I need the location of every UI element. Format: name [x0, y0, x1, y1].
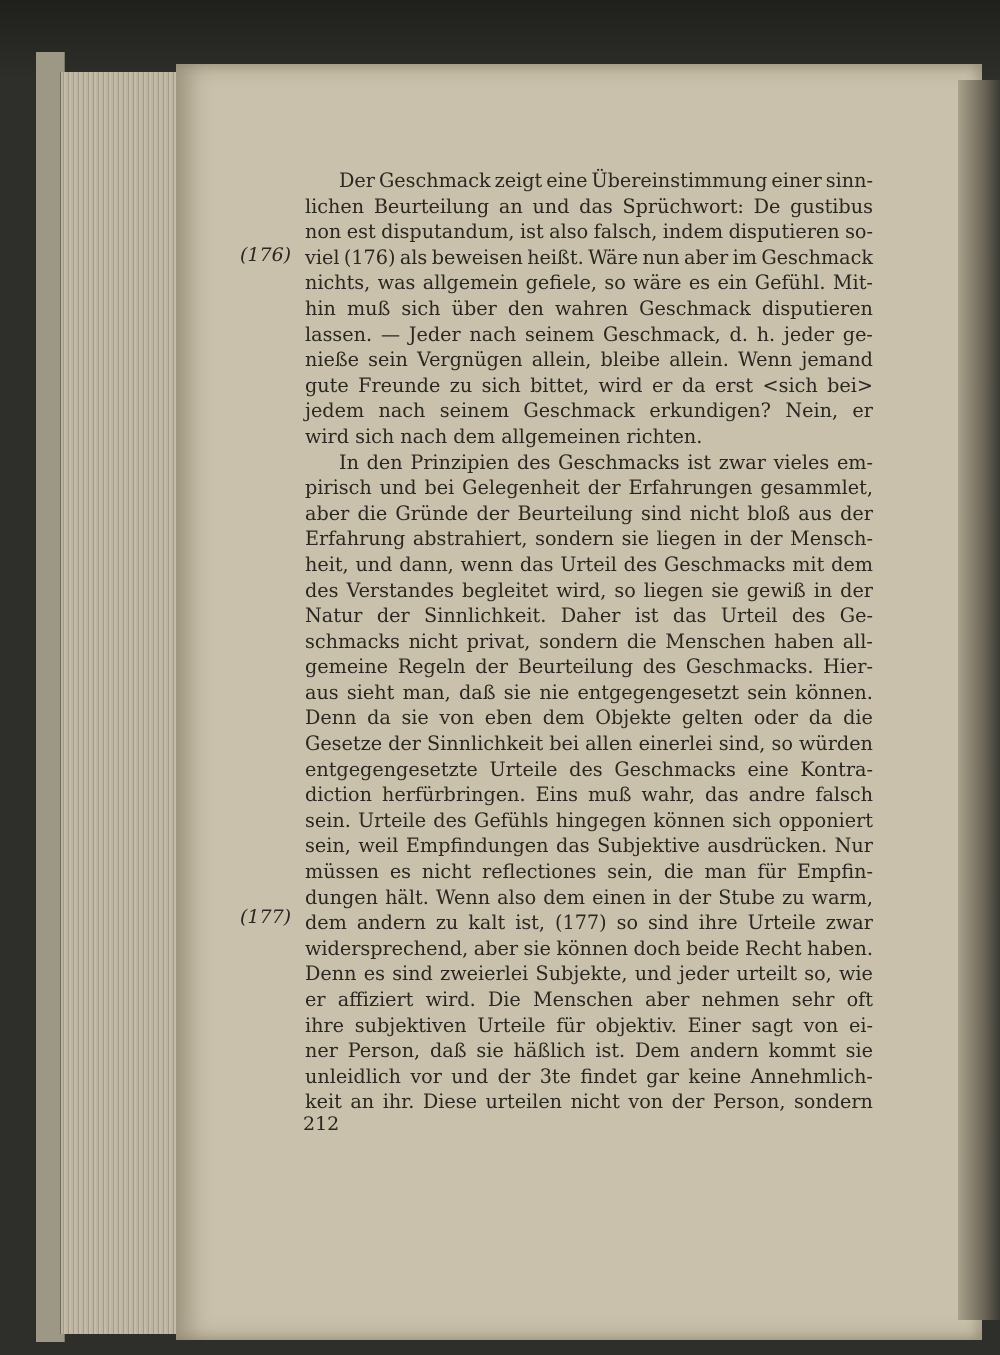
text-line: nichts, was allgemein gefiele, so wäre es ein Gefühl. Mit- — [305, 271, 873, 295]
text-line: wird sich nach dem allgemeinen richten. — [305, 424, 703, 448]
text-line: des Verstandes begleitet wird, so liegen sie gewiß in der — [305, 578, 873, 602]
text-line: aus sieht man, daß sie nie entgegengesetzt sein können. — [305, 680, 873, 704]
text-line: lichen Beurteilung an und das Sprüchwort: De gustibus — [305, 194, 873, 218]
text-line: müssen es nicht reflectiones sein, die man für Empfin- — [305, 860, 873, 884]
text-line: keit an ihr. Diese urteilen nicht von der Person, sondern — [305, 1090, 873, 1114]
page-stack-edges — [60, 72, 181, 1334]
page-number: 212 — [303, 1113, 340, 1135]
margin-note-177: (177) — [240, 906, 292, 928]
text-line: Erfahrung abstrahiert, sondern sie liegen in der Mensch- — [305, 527, 873, 551]
text-line: non est disputandum, ist also falsch, indem disputieren so- — [305, 220, 873, 244]
text-line: In den Prinzipien des Geschmacks ist zwar vieles em- — [339, 450, 873, 474]
text-line: heit, und dann, wenn das Urteil des Geschmacks mit dem — [305, 552, 873, 576]
text-line: Denn da sie von eben dem Objekte gelten oder da die — [305, 706, 873, 730]
text-line: viel (176) als beweisen heißt. Wäre nun aber im Geschmack — [305, 245, 873, 269]
text-line: sein. Urteile des Gefühls hingegen können sich opponiert — [305, 808, 873, 832]
text-line: widersprechend, aber sie können doch beide Recht haben. — [305, 936, 873, 960]
margin-note-176: (176) — [240, 244, 292, 266]
text-line: sein, weil Empfindungen das Subjektive ausdrücken. Nur — [305, 834, 873, 858]
text-line: gute Freunde zu sich bittet, wird er da erst <sich bei> — [305, 373, 873, 397]
text-line: gemeine Regeln der Beurteilung des Geschmacks. Hier- — [305, 655, 873, 679]
text-line: diction herfürbringen. Eins muß wahr, das andre falsch — [305, 783, 873, 807]
text-line: unleidlich vor und der 3te findet gar keine Annehmlich- — [305, 1064, 873, 1088]
text-line: pirisch und bei Gelegenheit der Erfahrungen gesammlet, — [305, 476, 873, 500]
text-line: jedem nach seinem Geschmack erkundigen? Nein, er — [305, 399, 873, 423]
facing-page-edge — [958, 80, 1000, 1320]
text-line: ihre subjektiven Urteile für objektiv. Einer sagt von ei- — [305, 1013, 873, 1037]
text-line: Gesetze der Sinnlichkeit bei allen einerlei sind, so würden — [305, 732, 873, 756]
text-line: schmacks nicht privat, sondern die Menschen haben all- — [305, 629, 873, 653]
body-text — [305, 168, 873, 1115]
text-line: dungen hält. Wenn also dem einen in der Stube zu warm, — [305, 885, 873, 909]
text-line: Natur der Sinnlichkeit. Daher ist das Urteil des Ge- — [305, 604, 873, 628]
text-line: dem andern zu kalt ist, (177) so sind ihre Urteile zwar — [305, 911, 873, 935]
text-line: lassen. — Jeder nach seinem Geschmack, d. h. jeder ge- — [305, 322, 873, 346]
text-line: nieße sein Vergnügen allein, bleibe allein. Wenn jemand — [305, 348, 873, 372]
text-line: entgegengesetzte Urteile des Geschmacks eine Kontra- — [305, 757, 873, 781]
text-line: ner Person, daß sie häßlich ist. Dem andern kommt sie — [305, 1039, 873, 1063]
text-line: Der Geschmack zeigt eine Übereinstimmung einer sinn- — [339, 169, 873, 192]
text-line: hin muß sich über den wahren Geschmack disputieren — [305, 296, 873, 320]
text-line: aber die Gründe der Beurteilung sind nicht bloß aus der — [305, 501, 873, 525]
text-line: er affiziert wird. Die Menschen aber nehmen sehr oft — [305, 988, 873, 1011]
text-line: Denn es sind zweierlei Subjekte, und jeder urteilt so, wie — [305, 962, 873, 986]
